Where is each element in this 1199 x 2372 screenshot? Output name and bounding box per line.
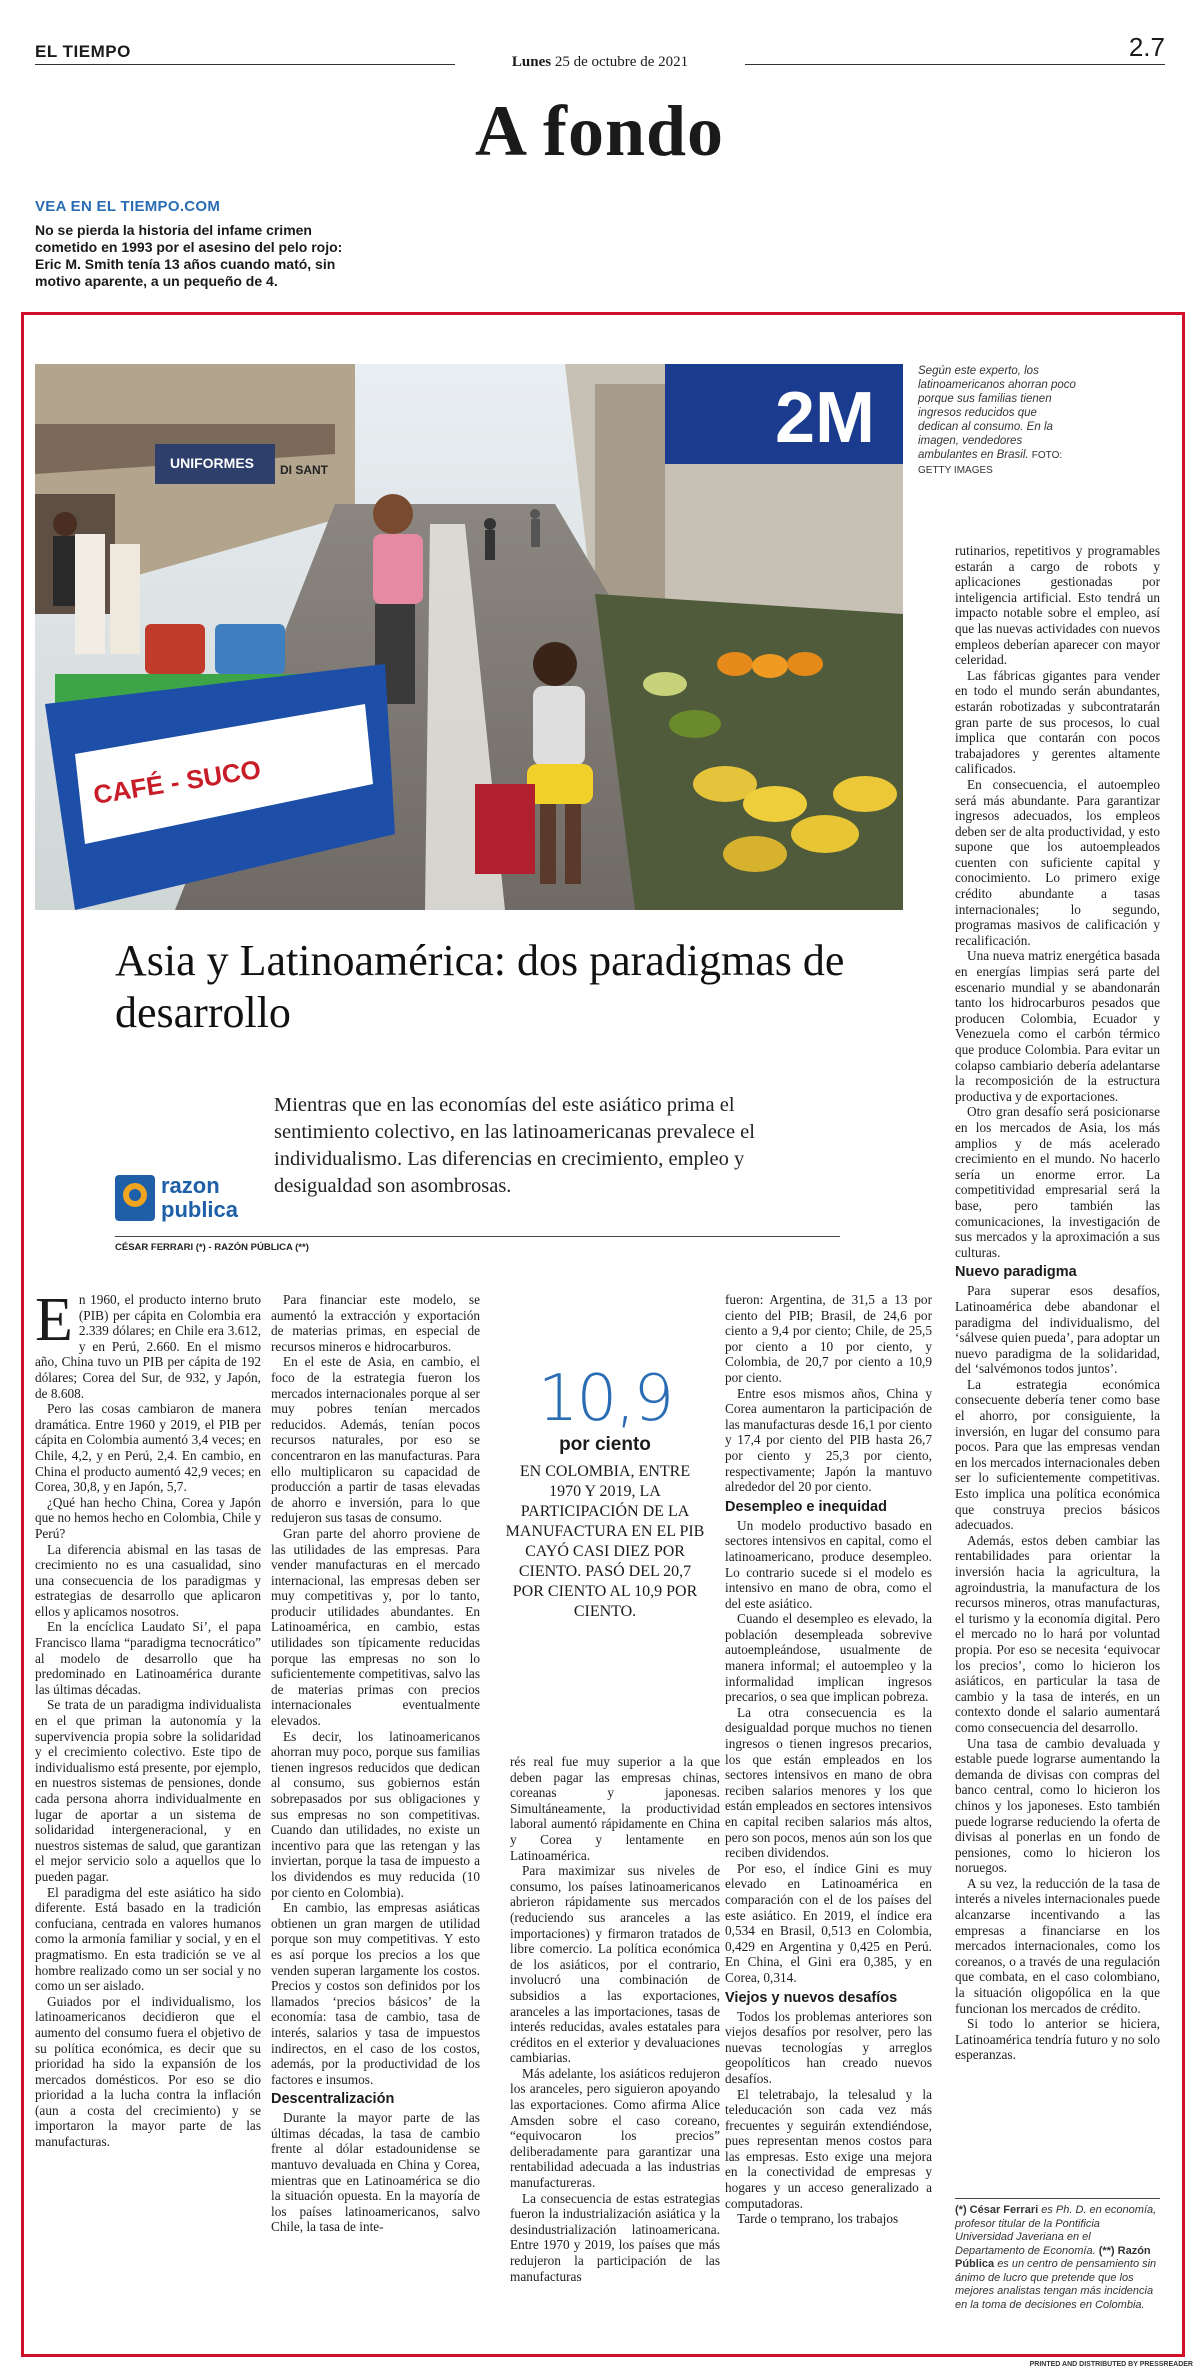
paragraph: Una nueva matriz energética basada en energías limpias será parte del escenario mundial y se abandonarán tanto los hidrocarburos pesados que producen Colombia, Ecuador y Venezuela como el carbón térmico que produce Colombia. Para evitar un colapso cambiario debería adelantarse la recomposición de la estructura productiva y de exportaciones.	[955, 948, 1160, 1104]
paragraph: La estrategia económica consecuente debería tener como base el ahorro, por consiguiente, la inversión, en lugar del consumo para pocos. Para que las empresas vendan en los mercados internacionales deben ser lo suficientemente competitivas. Esto implica una política económica que construya precios básicos adecuados.	[955, 1376, 1160, 1533]
promo-heading[interactable]: VEA EN EL TIEMPO.COM	[35, 198, 221, 215]
footnote-b-label: (**) Razón Pública	[955, 2244, 1151, 2270]
cart-sign-text: CAFÉ - SUCO	[91, 753, 263, 810]
paragraph: Otro gran desafío será posicionarse en los mercados de Asia, los más amplios y de más acelerado crecimiento en el mundo. No hacerlo sería un enorme error. La competitividad empresarial será la base, pero también las comunicaciones, la investigación de sus mercados y la aproximación a sus culturas.	[955, 1104, 1160, 1260]
paragraph: rés real fue muy superior a la que deben pagar las empresas chinas, coreanas y japonesas. Simultáneamente, la productividad laboral aumentó rápidamente en China y Corea y lentamente en Latinoamérica.	[510, 1754, 720, 1863]
store-sign-text: DI SANT	[280, 463, 328, 477]
footnote-a-label: (*) César Ferrari	[955, 2204, 1039, 2216]
body-column-3	[510, 1754, 720, 2284]
newspaper-brand: EL TIEMPO	[35, 42, 131, 61]
paragraph: Si todo lo anterior se hiciera, Latinoamérica tendría futuro y no solo esperanzas.	[955, 2016, 1160, 2063]
paragraph: En consecuencia, el autoempleo será más abundante. Para garantizar ingresos adecuados, los empleos deben ser de alta productividad, y esto supone que los autoempleados cuenten con suficiente capital y conocimiento. Lo primero exige crédito abundante a tasas internacionales; lo segundo, programas masivos de calificación y recalificación.	[955, 776, 1160, 948]
pressreader-notice: PRINTED AND DISTRIBUTED BY PRESSREADER	[1029, 2361, 1193, 2368]
footnote-b-text: es un centro de pensamiento sin ánimo de lucro que pretende que los mejores analistas tengan más incidencia en la toma de decisiones en Colombia.	[955, 2258, 1157, 2311]
paragraph: Más adelante, los asiáticos redujeron los aranceles, pero siguieron apoyando las exportaciones. Como afirma Alice Amsden sobre el caso coreano, “equivocaron los precios” deliberadamente para garantizar una rentabilidad adecuada a las industrias manufactureras.	[510, 2065, 720, 2191]
author-footnote	[955, 2204, 1160, 2312]
issue-date-day: Lunes	[511, 54, 552, 70]
paragraph: Un modelo productivo basado en sectores intensivos en capital, como el latinoamericano, produce desempleo. Lo contrario sucede si el modelo es intensivo en mano de obra, como el del este asiático.	[725, 1517, 932, 1611]
drop-cap: E	[35, 1286, 73, 1354]
paragraph: Es decir, los latinoamericanos ahorran muy poco, porque sus familias tienen ingresos reducidos que dedican al consumo, sus gobiernos están sobrepasados por sus obligaciones y sus empresas no son competitivas. Cuando dan utilidades, no existe un incentivo para que las retengan y las inviertan, porque la tasa de impuesto a los dividendos es muy reducida (10 por ciento en Colombia).	[271, 1728, 480, 1900]
paragraph: Todos los problemas anteriores son viejos desafíos por resolver, pero las nuevas tecnologías y arreglos geopolíticos han creado nuevos desafíos.	[725, 2008, 932, 2086]
article-headline: Asia y Latinoamérica: dos paradigmas de desarrollo	[115, 936, 845, 1037]
body-column-2	[271, 1292, 480, 2235]
paragraph: Pero las cosas cambiaron de manera dramática. Entre 1960 y 2019, el PIB per cápita en Colombia aumentó 3,4 veces; en Chile, 4,2, y en Perú, 2,4. En cambio, en China el producto aumentó 42,9 veces; en Corea, 30,8, y en Japón, 5,7.	[35, 1401, 261, 1495]
razon-publica-logo	[115, 1165, 265, 1225]
photo-caption	[918, 364, 1078, 478]
pull-quote	[505, 1362, 705, 1622]
page-number: 2.7	[1128, 32, 1165, 62]
subheading: Descentralización	[271, 2091, 395, 2108]
paragraph: En el este de Asia, en cambio, el foco de la estrategia fueron los mercados internacionales porque al ser muy pobres tenían mercados reducidos. Además, tenían pocos recursos naturales, por eso se concentraron en las manufacturas. Para ello multiplicaron su capacidad de producción a partir de tasas elevadas de ahorro e inversión, para lo que redujeron sus tasas de consumo.	[271, 1354, 480, 1526]
street-vendors-photo	[35, 364, 903, 910]
article-dek: Mientras que en las economías del este asiático prima el sentimiento colectivo, en las latinoamericanas prevalece el individualismo. Las diferencias en crecimiento, empleo y desigualdad son asombrosas.	[274, 1094, 755, 1197]
byline-rule	[115, 1236, 840, 1237]
byline: CÉSAR FERRARI (*) - RAZÓN PÚBLICA (**)	[115, 1242, 309, 1253]
paragraph: n 1960, el producto interno bruto (PIB) per cápita en Colombia era 2.339 dólares; en Chile era 3.612, y en Perú, 2.660. En el mismo año, China tuvo un PIB per cápita de 192 dólares; Corea del Sur, de 932, y Japón, de 8.608.	[35, 1292, 261, 1401]
header-rule-left	[35, 64, 455, 65]
promo-text: No se pierda la historia del infame crimen cometido en 1993 por el asesino del pelo rojo: Eric M. Smith tenía 13 años cuando mató, sin motivo aparente, a un pequeño de 4.	[35, 222, 343, 289]
subheading: Viejos y nuevos desafíos	[725, 1989, 898, 2006]
paragraph: Una tasa de cambio devaluada y estable puede lograrse aumentando la demanda de divisas con compras del banco central, como lo hicieron los chinos y los japoneses. Esto también puede lograrse reduciendo la oferta de divisas al ponerlas en un fondo de pensiones, como lo hicieron los noruegos.	[955, 1735, 1160, 1876]
paragraph: Para maximizar sus niveles de consumo, los países latinoamericanos abrieron rápidamente sus mercados (reduciendo sus aranceles a las importaciones) y firmaron tratados de libre comercio. La política económica de los asiáticos, por el contrario, involucró una combinación de subsidios a las exportaciones, aranceles a las importaciones, tasas de interés reducidas, avales estatales para créditos en el exterior y devaluaciones cambiarias.	[510, 1863, 720, 2066]
paragraph: ¿Qué han hecho China, Corea y Japón que no hemos hecho en Colombia, Chile y Perú?	[35, 1494, 262, 1541]
paragraph: Tarde o temprano, los trabajos	[737, 2211, 899, 2227]
body-column-5	[955, 543, 1160, 2063]
logo-word-1: razon	[161, 1173, 220, 1198]
paragraph: La otra consecuencia es la desigualdad porque muchos no tienen ingresos o tienen ingresos precarios, los que están empleados en los sectores intensivos en mano de obra reciben salarios menores y los que están empleados en sectores intensivos en capital reciben salarios más altos, pero son pocos, menos aún son los que reciben dividendos.	[725, 1704, 932, 1861]
paragraph: Las fábricas gigantes para vender en todo el mundo serán abundantes, estarán robotizadas y subcontratarán gran parte de sus procesos, lo cual implica que contarán con pocos trabajadores y gerentes altamente calificados.	[955, 667, 1160, 777]
footnote-rule	[955, 2198, 1160, 2199]
paragraph: A su vez, la reducción de la tasa de interés a niveles internacionales puede alcanzarse incentivando a las empresas a financiarse en los mercados internacionales, como los coreanos, o a través de una regulación que combata, en el caso colombiano, la situación oligopólica en la que funcionan los mercados de crédito.	[955, 1875, 1160, 2016]
footnote-a-text: es Ph. D. en economía, profesor titular de la Pontificia Universidad Javeriana en el Departamento de Economía.	[955, 2204, 1157, 2257]
logo-word-2: publica	[161, 1197, 239, 1222]
paragraph: Para superar esos desafíos, Latinoamérica debe abandonar el paradigma del individualismo, del ‘sálvese quien pueda’, para adoptar un nuevo paradigma de la solidaridad, del ‘salvémonos todos juntos’.	[955, 1283, 1160, 1377]
paragraph: Gran parte del ahorro proviene de las utilidades de las empresas. Para vender manufacturas en el mercado internacional, las empresas deben ser muy competitivas y, por lo tanto, producir utilidades abundantes. En Latinoamérica, en cambio, estas utilidades son típicamente reducidas porque las empresas no son lo suficientemente competitivas, salvo las de materias primas con precios internacionales eventualmente elevados.	[271, 1525, 480, 1729]
paragraph: Se trata de un paradigma individualista en el que priman la autonomía y la supervivencia propia sobre la solidaridad y el crecimiento colectivo. Este tipo de individualismo está presente, por ejemplo, en nuestros sistemas de pensiones, donde cada persona ahorra individualmente en lugar de aportar a un sistema de solidaridad intergeneracional, y en nuestros sistemas de salud, que garantizan el mejor servicio solo a aquellos que lo pueden pagar.	[35, 1697, 261, 1884]
body-column-1	[35, 1286, 262, 2150]
paragraph: rutinarios, repetitivos y programables estarán a cargo de robots y aplicaciones gestionadas por inteligencia artificial. Esto tendrá un impacto notable sobre el empleo, así que las nuevas actividades con nuevos empleos deberían aparecer con mayor celeridad.	[955, 543, 1160, 668]
photo-credit: FOTO: GETTY IMAGES	[918, 450, 1063, 476]
paragraph: La consecuencia de estas estrategias fueron la industrialización asiática y la desindustrialización latinoamericana. Entre 1970 y 2019, los países que más redujeron la participación de las manufacturas	[510, 2190, 720, 2284]
subheading: Desempleo e inequidad	[725, 1498, 887, 1515]
section-title: A fondo	[474, 91, 725, 171]
street-scene-illustration	[35, 364, 903, 910]
paragraph: El paradigma del este asiático ha sido diferente. Está basado en la tradición confuciana, centrada en valores humanos como la armonía familiar y social, y en el pragmatismo. En esta tradición se ve al hombre realizado como un ser social y no como un ser aislado.	[35, 1884, 261, 1994]
body-column-4	[725, 1292, 932, 2227]
paragraph: fueron: Argentina, de 31,5 a 13 por ciento del PIB; Brasil, de 24,6 por ciento a 9,4 por ciento; Chile, de 25,5 por ciento a 10 por ciento, y Colombia, de 20,7 por ciento a 10,9 por ciento.	[725, 1292, 932, 1385]
header-rule-right	[745, 64, 1165, 65]
pull-quote-number: 10,9	[537, 1362, 673, 1436]
razon-publica-logo-graphic	[115, 1165, 265, 1225]
paragraph: Para financiar este modelo, se aumentó la extracción y exportación de materias primas, en especial de recursos mineros e hidrocarburos.	[271, 1292, 480, 1354]
paragraph: Además, estos deben cambiar las rentabilidades para orientar la inversión hacia la agricultura, la agroindustria, la manufactura de los recursos mineros, otras manufacturas, el turismo y la economía digital. Pero el mercado no lo hará por voluntad propia. Por eso se necesita ‘equivocar los precios’, como lo hicieron los asiáticos, en particular la tasa de cambio y la tasa de interés, en un contexto donde el salario aumentará como consecuencia del desarrollo.	[955, 1532, 1160, 1735]
2m-store-sign-text: 2M	[775, 378, 876, 458]
pull-quote-unit: por ciento	[559, 1434, 651, 1455]
paragraph: Cuando el desempleo es elevado, la población desempleada sobrevive autoempleándose, usualmente de manera informal; el autoempleo y la informalidad implican ingresos precarios, o sea que implican pobreza.	[725, 1611, 932, 1705]
paragraph: En la encíclica Laudato Si’, el papa Francisco llama “paradigma tecnocrático” al modelo de desarrollo que ha predominado en Latinoamérica durante las últimas décadas.	[35, 1619, 261, 1697]
paragraph: La diferencia abismal en las tasas de crecimiento no es una casualidad, sino una consecuencia de los paradigmas y estrategias de desarrollo que aplicaron ellos y aplicamos nosotros.	[35, 1541, 261, 1619]
photo-caption-text: Según este experto, los latinoamericanos ahorran poco porque sus familias tienen ingresos reducidos que dedican al consumo. En la imagen, vendedores ambulantes en Brasil.	[918, 365, 1076, 461]
paragraph: Durante la mayor parte de las últimas décadas, la tasa de cambio frente al dólar estadounidense se mantuvo devaluada en China y Corea, mientras que en Latinoamérica se dio la situación opuesta. En la mayoría de los países latinoamericanos, salvo Chile, la tasa de inte-	[271, 2110, 480, 2235]
paragraph: El teletrabajo, la telesalud y la teleducación son cada vez más frecuentes y seguirán extendiéndose, pues representan menos costos para las empresas. Esto exige una mejora en la conectividad de empresas y hogares y un acceso generalizado a computadoras.	[725, 2086, 932, 2211]
paragraph: En cambio, las empresas asiáticas obtienen un gran margen de utilidad porque son muy competitivas. Y esto es así porque los precios a los que venden superan largamente los costos. Precios y costos son definidos por los llamados ‘precios básicos’ de la economía: tasa de cambio, tasa de interés, salarios y tasa de impuestos indirectos, en el caso de los costos, además, por la productividad de los factores e insumos.	[271, 1900, 480, 2087]
subheading: Nuevo paradigma	[955, 1264, 1077, 1281]
paragraph: Entre esos mismos años, China y Corea aumentaron la participación de las manufacturas desde 16,1 por ciento y 17,4 por ciento del PIB hasta 26,7 por ciento y 25,3 por ciento, respectivamente; Japón la mantuvo alrededor del 20 por ciento.	[725, 1385, 932, 1495]
paragraph: Por eso, el índice Gini es muy elevado en Latinoamérica en comparación con el de los países del este asiático. En 2019, el índice era 0,534 en Brasil, 0,513 en Colombia, 0,429 en Argentina y 0,425 en Perú. En China, el Gini era 0,385, y en Corea, 0,314.	[725, 1860, 932, 1985]
paragraph: Guiados por el individualismo, los latinoamericanos decidieron que el aumento del consumo fuera el objetivo de su política económica, es decir que su prioridad ha sido la expansión de los mercados domésticos. Por eso se dio prioridad a la lucha contra la inflación (aun a costa del crecimiento) y se importaron la mayor parte de las manufacturas.	[35, 1993, 261, 2150]
uniformes-sign-text: UNIFORMES	[170, 455, 254, 471]
issue-date-rest: 25 de octubre de 2021	[554, 54, 689, 70]
issue-date	[440, 54, 760, 71]
pull-quote-text: EN COLOMBIA, ENTRE 1970 Y 2019, LA PARTICIPACIÓN DE LA MANUFACTURA EN EL PIB CAYÓ CASI DIEZ POR CIENTO. PASÓ DEL 20,7 POR CIENTO AL 10,9 POR CIENTO.	[505, 1463, 705, 1620]
